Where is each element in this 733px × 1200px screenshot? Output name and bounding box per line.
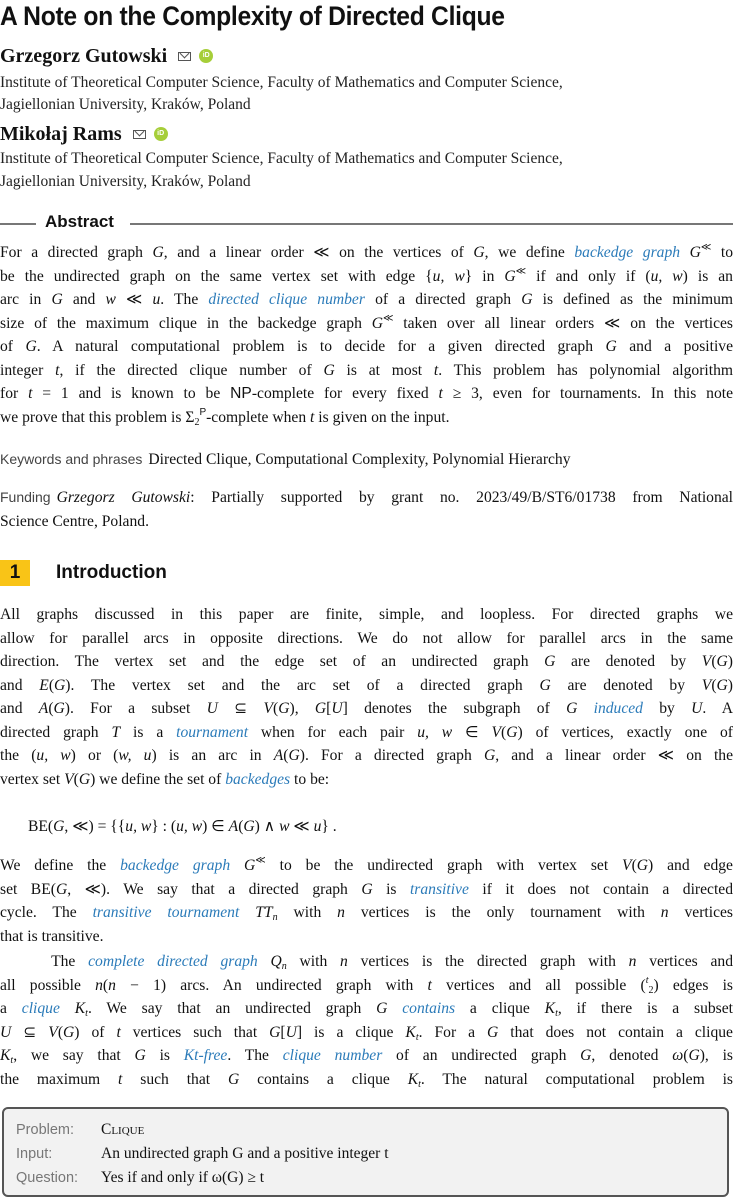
mail-icon[interactable] (178, 52, 191, 61)
link-contains[interactable]: contains (402, 1000, 456, 1017)
keywords-value: Directed Clique, Computational Complexity, Polynomial Hierarchy (148, 451, 571, 468)
problem-label: Problem: (16, 1122, 75, 1138)
body-line: and E(G). The vertex set and the arc set of a directed graph G are denoted by V(G) (0, 676, 733, 694)
abstract-line: we prove that this problem is $\Sigma_2^P$-complete when t is given on the input. (0, 406, 450, 428)
body-line: set BE(G, ≪). We say that a directed graph G is transitive if it does not contain a directed (0, 880, 733, 898)
keywords (0, 448, 733, 472)
body-line: directed graph T is a tournament when for each pair u, w ∈ V(G) of vertices, exactly one of (0, 723, 733, 741)
link-induced[interactable]: induced (593, 700, 643, 717)
link-directed-clique-number[interactable]: directed clique number (208, 291, 365, 308)
author-1-name: Grzegorz Gutowski (0, 45, 168, 67)
link-transitive[interactable]: transitive (409, 880, 469, 898)
input-value: An undirected graph G and a positive integer t (101, 1145, 389, 1162)
author-2-affiliation-line1: Institute of Theoretical Computer Science, Faculty of Mathematics and Computer Science, (0, 150, 563, 167)
input-label: Input: (16, 1146, 53, 1162)
equation-backedges: BE(G, ≪) = {{u, w} : (u, w) ∈ A(G) ∧ w ≪ u} . (28, 818, 337, 835)
question-value: Yes if and only if ω(G) ≥ t (101, 1169, 265, 1186)
body-line: the (u, w) or (w, u) is an arc in A(G). For a directed graph G, and a linear order ≪ on the (0, 747, 733, 764)
abstract-line: integer t, if the directed clique number of G is at most t. This problem has polynomial algorithm (0, 361, 733, 379)
divider (130, 223, 733, 225)
link-complete-directed-graph[interactable]: complete directed graph (88, 953, 258, 970)
problem-value: Clique (101, 1121, 145, 1138)
link-backedge-graph[interactable]: backedge graph (120, 857, 231, 874)
body-line: a clique $K_t$. We say that an undirected graph G contains a clique $K_t$, if there is a subset (0, 1000, 733, 1019)
section-heading (0, 560, 733, 586)
funding-line2: Science Centre, Poland. (0, 512, 149, 530)
abstract-line: arc in G and w ≪ u. The directed clique number of a directed graph G is defined as the minimum (0, 291, 733, 308)
divider (0, 223, 36, 225)
question-label: Question: (16, 1170, 79, 1186)
body-line: vertex set V(G) we define the set of backedges to be: (0, 770, 330, 788)
abstract-line: size of the maximum clique in the backedge graph G≪ taken over all linear orders ≪ on the vertices (0, 312, 733, 332)
link-clique-number[interactable]: clique number (282, 1047, 383, 1064)
abstract-body (0, 241, 733, 429)
body-line: U ⊆ V(G) of t vertices such that G[U] is a clique $K_t$. For a G that does not contain a clique (0, 1023, 733, 1043)
link-backedge-graph[interactable]: backedge graph (574, 244, 681, 261)
link-transitive-tournament[interactable]: transitive tournament (92, 904, 240, 921)
question-row (16, 1165, 264, 1189)
funding-text: : Partially supported by grant no. 2023/49/B/ST6/01738 from National (190, 489, 733, 506)
body-line: $K_t$, we say that G is Kt-free. The clique number of an undirected graph G, denoted ω(G), is (0, 1047, 733, 1066)
body-line: direction. The vertex set and the edge set of an undirected graph G are denoted by V(G) (0, 653, 733, 670)
intro-paragraph-2 (0, 854, 733, 948)
author-2-name: Mikołaj Rams (0, 123, 122, 145)
body-line: All graphs discussed in this paper are finite, simple, and loopless. For directed graphs we (0, 606, 733, 623)
abstract-line: For a directed graph G, and a linear order ≪ on the vertices of G, we define backedge graph G≪ to (0, 242, 733, 261)
orcid-icon[interactable]: iD (199, 49, 213, 63)
section-title: Introduction (56, 562, 167, 583)
section-number: 1 (0, 560, 30, 586)
abstract-label: Abstract (45, 212, 114, 231)
body-line: The complete directed graph $Q_n$ with n vertices is the directed graph with n vertices and (0, 953, 733, 972)
link-clique[interactable]: clique (21, 1000, 60, 1017)
link-backedges[interactable]: backedges (225, 770, 291, 788)
body-line: cycle. The transitive tournament $TT_n$ with n vertices is the only tournament with n vertices (0, 904, 733, 923)
body-line: We define the backedge graph G≪ to be the undirected graph with vertex set V(G) and edge (0, 855, 733, 874)
problem-row (16, 1117, 144, 1141)
abstract-line: of G. A natural computational problem is to decide for a given directed graph G and a positive (0, 338, 733, 355)
abstract-line: be the undirected graph on the same vertex set with edge {u, w} in G≪ if and only if (u, w) is an (0, 265, 733, 285)
author-1-affiliation-line1: Institute of Theoretical Computer Science, Faculty of Mathematics and Computer Science, (0, 74, 563, 91)
problem-box (2, 1107, 729, 1197)
body-line: that is transitive. (0, 927, 104, 945)
mail-icon[interactable] (133, 130, 146, 139)
author-2-affiliation-line2: Jagiellonian University, Kraków, Poland (0, 173, 251, 190)
link-tournament[interactable]: tournament (176, 723, 249, 741)
orcid-icon[interactable]: iD (154, 127, 168, 141)
abstract-line: for t = 1 and is known to be NP-complete for every fixed t ≥ 3, even for tournaments. In this note (0, 385, 733, 402)
paper-title: A Note on the Complexity of Directed Clique (0, 1, 505, 31)
author-1-affiliation-line2: Jagiellonian University, Kraków, Poland (0, 96, 251, 113)
keywords-label: Keywords and phrases (0, 451, 143, 467)
funding (0, 486, 733, 533)
author-1 (0, 44, 213, 69)
intro-paragraph-3 (0, 950, 733, 1091)
funding-person: Grzegorz Gutowski (56, 489, 191, 506)
input-row (16, 1141, 389, 1165)
intro-paragraph-1 (0, 603, 733, 791)
abstract-heading (0, 212, 733, 234)
body-line: the maximum t such that G contains a clique $K_t$. The natural computational problem is (0, 1070, 733, 1090)
body-line: allow for parallel arcs in opposite directions. We do not allow for parallel arcs in the same (0, 629, 733, 647)
body-line: all possible n(n − 1) arcs. An undirected graph with t vertices and all possible ($^t_2$) edges is (0, 974, 733, 996)
body-line: and A(G). For a subset U ⊆ V(G), G[U] denotes the subgraph of G induced by U. A (0, 700, 733, 717)
author-2 (0, 122, 168, 147)
link-kt-free[interactable]: Kt-free (183, 1047, 228, 1064)
funding-label: Funding (0, 489, 51, 505)
